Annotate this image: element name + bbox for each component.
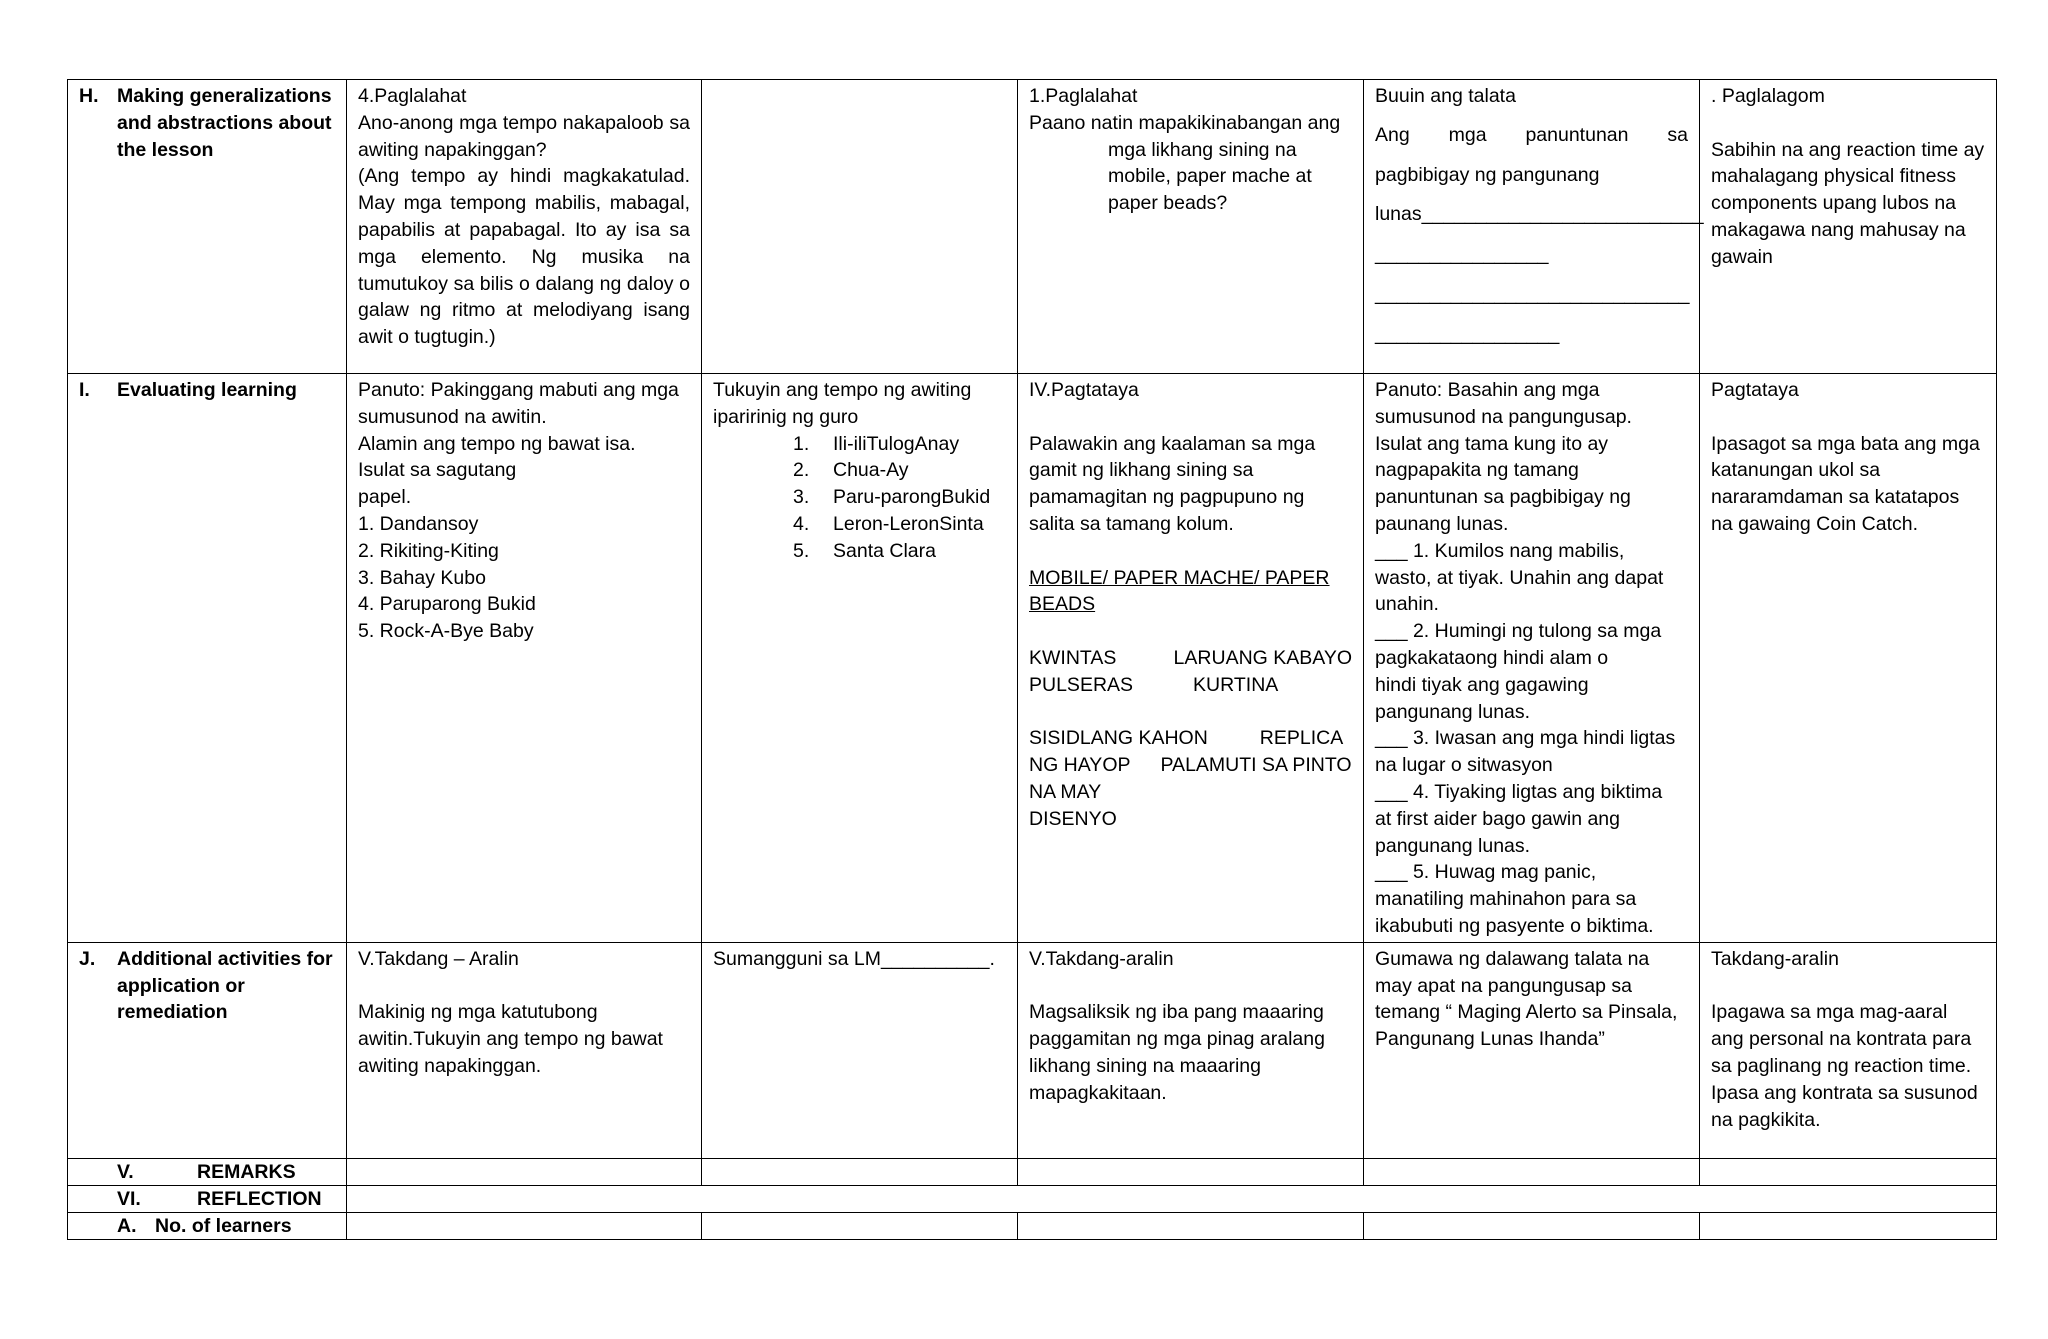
cell-title: V.Takdang – Aralin xyxy=(358,947,519,970)
question-item: ___ 4. Tiyaking ligtas ang biktima xyxy=(1375,780,1663,803)
cell-text: Gumawa ng dalawang talata na may apat na pangungusap sa temang “ Maging Alerto sa Pinsala, Pangunang Lunas Ihanda” xyxy=(1375,947,1678,1051)
cell-text: Paano natin mapakikinabangan ang xyxy=(1029,111,1341,134)
cell-text xyxy=(1375,122,1688,149)
cell-text: papel. xyxy=(358,486,412,509)
cell-text: ikabubuti ng pasyente o biktima. xyxy=(1375,914,1654,937)
cell-i-col1 xyxy=(347,374,702,943)
cell-text: hindi tiyak ang gagawing xyxy=(1375,673,1589,696)
word-row: PULSERAS KURTINA xyxy=(1029,673,1279,696)
empty-cell xyxy=(347,1212,702,1239)
cell-text: Palawakin ang kaalaman sa mga gamit ng likhang sining sa pamamagitan ng pagpupuno ng salita sa tamang kolum. xyxy=(1029,432,1316,535)
cell-text: sumusunod na pangungusap. xyxy=(1375,405,1632,428)
list-item: 2. Rikiting-Kiting xyxy=(358,539,499,562)
cell-text: pagbibigay ng pangunang xyxy=(1375,163,1600,186)
cell-h-col2 xyxy=(702,80,1018,374)
cell-text: Sabihin na ang reaction time ay mahalagang physical fitness components upang lubos na makagawa nang mahusay na gawain xyxy=(1711,138,1985,268)
cell-text: Alamin ang tempo ng bawat isa. xyxy=(358,432,636,455)
cell-title: Takdang-aralin xyxy=(1711,947,1839,970)
word: panuntunan xyxy=(1525,123,1629,146)
section-label: REMARKS xyxy=(197,1160,296,1183)
cell-text: Ipasagot sa mga bata ang mga katanungan ukol sa nararamdaman sa katatapos na gawaing Coin Catch. xyxy=(1711,432,1980,535)
cell-j-col2 xyxy=(702,942,1018,1158)
list-item: 1. Ili-iliTulogAnay xyxy=(793,432,960,455)
fill-blank: lunas__________________________ xyxy=(1375,203,1704,226)
row-additional-activities xyxy=(68,942,1997,1158)
question-item: ___ 2. Humingi ng tulong sa mga xyxy=(1375,620,1662,643)
cell-text: pangunang lunas. xyxy=(1375,834,1531,857)
word-row: SISIDLANG KAHON REPLICA xyxy=(1029,727,1344,750)
cell-i-col2 xyxy=(702,374,1018,943)
cell-j-col3 xyxy=(1018,942,1364,1158)
row-letter: H. xyxy=(79,85,99,107)
cell-i-col4 xyxy=(1364,374,1700,943)
underlined-heading: MOBILE/ PAPER MACHE/ PAPER BEADS xyxy=(1029,566,1330,616)
list-item: 5. Santa Clara xyxy=(793,539,936,562)
cell-text: wasto, at tiyak. Unahin ang dapat xyxy=(1375,566,1664,589)
cell-h-col4 xyxy=(1364,80,1704,374)
cell-title: Buuin ang talata xyxy=(1375,85,1516,107)
word-row: KWINTAS LARUANG KABAYO xyxy=(1029,646,1352,669)
empty-cell xyxy=(1364,1158,1700,1185)
cell-text: NA MAY xyxy=(1029,780,1102,803)
cell-text: DISENYO xyxy=(1029,807,1117,830)
cell-text: unahin. xyxy=(1375,593,1439,616)
word: mga xyxy=(1448,123,1487,146)
row-label-cell xyxy=(68,942,347,1158)
cell-title: Pagtataya xyxy=(1711,379,1799,401)
list-item: 4. Leron-LeronSinta xyxy=(793,512,984,535)
cell-title: 4.Paglalahat xyxy=(358,85,467,107)
row-label-cell xyxy=(68,1185,347,1212)
row-letter: J. xyxy=(79,947,96,970)
row-label-cell xyxy=(68,80,347,374)
cell-h-col3 xyxy=(1018,80,1364,374)
cell-text: paunang lunas. xyxy=(1375,512,1509,535)
cell-text: nagpapakita ng tamang xyxy=(1375,459,1579,482)
section-number: A. xyxy=(117,1214,137,1237)
empty-cell xyxy=(1700,1212,1997,1239)
cell-text: iparirinig ng guro xyxy=(713,405,859,428)
cell-text: pagkakataong hindi alam o xyxy=(1375,646,1609,669)
cell-text: mga likhang sining na mobile, paper mache at paper beads? xyxy=(1108,138,1312,215)
cell-text: at first aider bago gawin ang xyxy=(1375,807,1620,830)
list-item: 1. Dandansoy xyxy=(358,512,479,535)
empty-cell xyxy=(1018,1212,1364,1239)
fill-blank: _____________________________ xyxy=(1375,282,1690,305)
cell-text: Magsaliksik ng iba pang maaaring paggamitan ng mga pinag aralang likhang sining na maaaring mapagkakitaan. xyxy=(1029,1001,1325,1104)
cell-text: Ano-anong mga tempo nakapaloob sa awiting napakinggan? xyxy=(358,111,690,161)
row-label: Evaluating learning xyxy=(117,379,297,401)
cell-h-col5 xyxy=(1700,80,1997,374)
list-item: 3. Bahay Kubo xyxy=(358,566,486,589)
list-item: 4. Paruparong Bukid xyxy=(358,593,536,616)
empty-cell xyxy=(1364,1212,1700,1239)
cell-text: Sumangguni sa LM__________. xyxy=(713,947,995,970)
cell-h-col1 xyxy=(347,80,702,374)
cell-text: Panuto: Pakinggang mabuti ang mga xyxy=(358,379,679,401)
cell-i-col3 xyxy=(1018,374,1364,943)
list-item: 2. Chua-Ay xyxy=(793,459,909,482)
cell-text: Makinig ng mga katutubong awitin.Tukuyin ang tempo ng bawat awiting napakinggan. xyxy=(358,1001,663,1077)
row-label: Making generalizations and abstractions about the lesson xyxy=(117,85,332,161)
cell-title: IV.Pagtataya xyxy=(1029,379,1139,401)
question-item: ___ 3. Iwasan ang mga hindi ligtas xyxy=(1375,727,1676,750)
row-remarks xyxy=(68,1158,1997,1185)
empty-cell xyxy=(1700,1158,1997,1185)
section-number: V. xyxy=(117,1160,134,1183)
song-list xyxy=(713,431,1006,565)
cell-j-col4 xyxy=(1364,942,1700,1158)
cell-text: na lugar o sitwasyon xyxy=(1375,754,1553,777)
row-label-cell xyxy=(68,1158,347,1185)
word: sa xyxy=(1667,123,1688,146)
cell-title: V.Takdang-aralin xyxy=(1029,947,1174,970)
lesson-plan-table xyxy=(67,79,1997,1240)
empty-cell xyxy=(1018,1158,1364,1185)
empty-cell xyxy=(347,1185,1997,1212)
row-learners xyxy=(68,1212,1997,1239)
row-evaluating xyxy=(68,374,1997,943)
section-label: No. of learners xyxy=(155,1214,292,1237)
row-label-cell xyxy=(68,374,347,943)
cell-i-col5 xyxy=(1700,374,1997,943)
cell-text: pangunang lunas. xyxy=(1375,700,1531,723)
section-label: REFLECTION xyxy=(197,1187,322,1210)
cell-text: Isulat ang tama kung ito ay xyxy=(1375,432,1609,455)
word-row: NG HAYOP PALAMUTI SA PINTO xyxy=(1029,754,1352,777)
empty-cell xyxy=(347,1158,702,1185)
cell-j-col1 xyxy=(347,942,702,1158)
row-reflection xyxy=(68,1185,1997,1212)
row-letter: I. xyxy=(79,379,90,401)
word: Ang xyxy=(1375,123,1410,146)
cell-title: . Paglalagom xyxy=(1711,85,1825,107)
list-item: 3. Paru-parongBukid xyxy=(793,486,991,509)
section-number: VI. xyxy=(117,1187,141,1210)
cell-text: Isulat sa sagutang xyxy=(358,459,517,482)
cell-text: Panuto: Basahin ang mga xyxy=(1375,379,1600,401)
row-generalizations xyxy=(68,80,1997,374)
fill-blank: _________________ xyxy=(1375,322,1560,345)
cell-title: 1.Paglalahat xyxy=(1029,85,1138,107)
cell-text: (Ang tempo ay hindi magkakatulad. May mga tempong mabilis, mabagal, papabilis at papabagal. Ito ay isa sa mga elemento. Ng musika na tumutukoy sa bilis o dalang ng daloy o galaw ng ritmo at melodiyang isang awit o tugtugin.) xyxy=(358,165,690,349)
list-item: 5. Rock-A-Bye Baby xyxy=(358,620,534,643)
cell-text: sumusunod na awitin. xyxy=(358,405,547,428)
empty-cell xyxy=(702,1212,1018,1239)
empty-cell xyxy=(702,1158,1018,1185)
cell-j-col5 xyxy=(1700,942,1997,1158)
cell-text: panuntunan sa pagbibigay ng xyxy=(1375,486,1631,509)
cell-text: manatiling mahinahon para sa xyxy=(1375,888,1637,911)
question-item: ___ 5. Huwag mag panic, xyxy=(1375,861,1597,884)
row-label-cell xyxy=(68,1212,347,1239)
cell-text: Tukuyin ang tempo ng awiting xyxy=(713,379,972,401)
cell-text: Ipagawa sa mga mag-aaral ang personal na kontrata para sa paglinang ng reaction time. Ipasa ang kontrata sa susunod na pagkikita. xyxy=(1711,1001,1978,1131)
row-label: Additional activities for application or remediation xyxy=(117,947,333,1024)
fill-blank: ________________ xyxy=(1375,243,1549,266)
question-item: ___ 1. Kumilos nang mabilis, xyxy=(1375,539,1625,562)
